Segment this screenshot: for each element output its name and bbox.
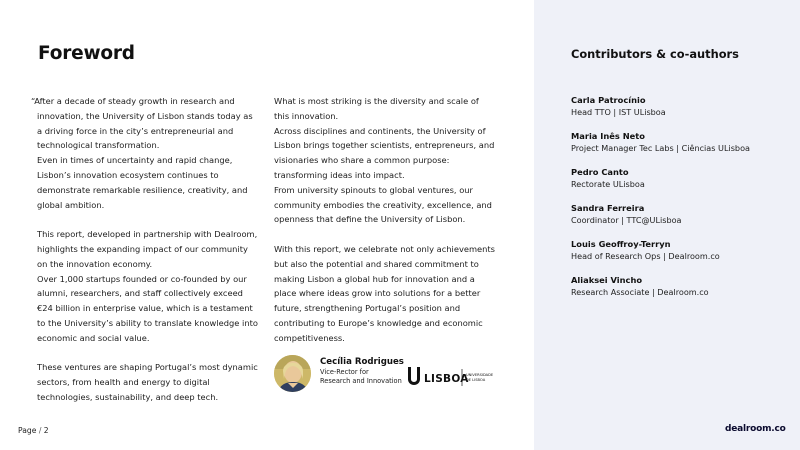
list-item — [571, 274, 791, 310]
list-item — [571, 202, 791, 238]
signature-block — [274, 355, 504, 395]
signatory-role: Research and Innovation — [320, 377, 402, 385]
contributor-name: Carla Patrocínio — [571, 95, 646, 105]
contributor-name: Aliaksei Vincho — [571, 275, 643, 285]
page-label: Page — [18, 426, 37, 435]
contributor-name: Pedro Canto — [571, 167, 629, 177]
page-title: Foreword — [38, 43, 135, 64]
foreword-paragraph: From university spinouts to global ventures, our community embodies the creativity, excellence, and openness that define the University of Lisbon. — [274, 184, 492, 225]
list-item — [571, 130, 791, 166]
list-item — [571, 166, 791, 202]
signatory-role: Vice-Rector for — [320, 368, 369, 376]
contributor-role: Research Associate | Dealroom.co — [571, 287, 709, 297]
list-item — [571, 238, 791, 274]
page-indicator — [18, 426, 49, 435]
foreword-paragraph: Over 1,000 startups founded or co-founded by our alumni, researchers, and staff collectively exceed €24 billion in enterprise value, which is a testament to the University’s ability to translate knowledge into economic and social value. — [37, 273, 258, 343]
signatory-name: Cecília Rodrigues — [320, 357, 404, 367]
page-separator: / — [38, 426, 42, 435]
foreword-column-2 — [274, 94, 496, 346]
list-item — [571, 94, 791, 130]
page-number: 2 — [43, 426, 49, 435]
avatar — [274, 355, 311, 392]
contributor-name: Maria Inês Neto — [571, 131, 645, 141]
svg-text:DE LISBOA: DE LISBOA — [466, 378, 486, 382]
contributor-name: Louis Geoffroy-Terryn — [571, 239, 671, 249]
contributor-role: Head TTO | IST ULisboa — [571, 107, 666, 117]
contributor-role: Rectorate ULisboa — [571, 179, 645, 189]
contributor-role: Head of Research Ops | Dealroom.co — [571, 251, 720, 261]
contributor-name: Sandra Ferreira — [571, 203, 645, 213]
foreword-paragraph: Across disciplines and continents, the University of Lisbon brings together scientists, entrepreneurs, and visionaries who share a common purpose: transforming ideas into impact. — [274, 125, 495, 180]
foreword-paragraph: Even in times of uncertainty and rapid change, Lisbon’s innovation ecosystem continues to demonstrate remarkable resilience, creativity, and global ambition. — [37, 155, 248, 210]
university-logo — [407, 366, 502, 388]
foreword-paragraph: With this report, we celebrate not only achievements but also the potential and shared commitment to making Lisbon a global hub for innovation and a place where ideas grow into solutions for a better future, strengthening Portugal’s position and contributing to Europe’s knowledge and economic competitiveness. — [274, 243, 495, 343]
foreword-paragraph: This report, developed in partnership with Dealroom, highlights the expanding impact of our community on the innovation economy. — [37, 229, 258, 269]
foreword-paragraph: What is most striking is the diversity and scale of this innovation. — [274, 96, 479, 121]
foreword-column-1 — [31, 94, 259, 405]
contributor-role: Project Manager Tec Labs | Ciências ULisboa — [571, 143, 750, 153]
contributors-list — [571, 94, 791, 310]
foreword-paragraph: “After a decade of steady growth in research and innovation, the University of Lisbon stands today as a driving force in the city’s entrepreneurial and technological transformation. — [31, 96, 253, 151]
svg-text:UNIVERSIDADE: UNIVERSIDADE — [466, 373, 494, 377]
brand-logo: dealroom.co — [725, 424, 786, 434]
sidebar-title: Contributors & co-authors — [571, 47, 739, 61]
svg-text:LISBOA: LISBOA — [424, 373, 469, 385]
foreword-paragraph: These ventures are shaping Portugal’s most dynamic sectors, from health and energy to digital technologies, sustainability, and deep tech. — [37, 362, 258, 402]
contributor-role: Coordinator | TTC@ULisboa — [571, 215, 682, 225]
